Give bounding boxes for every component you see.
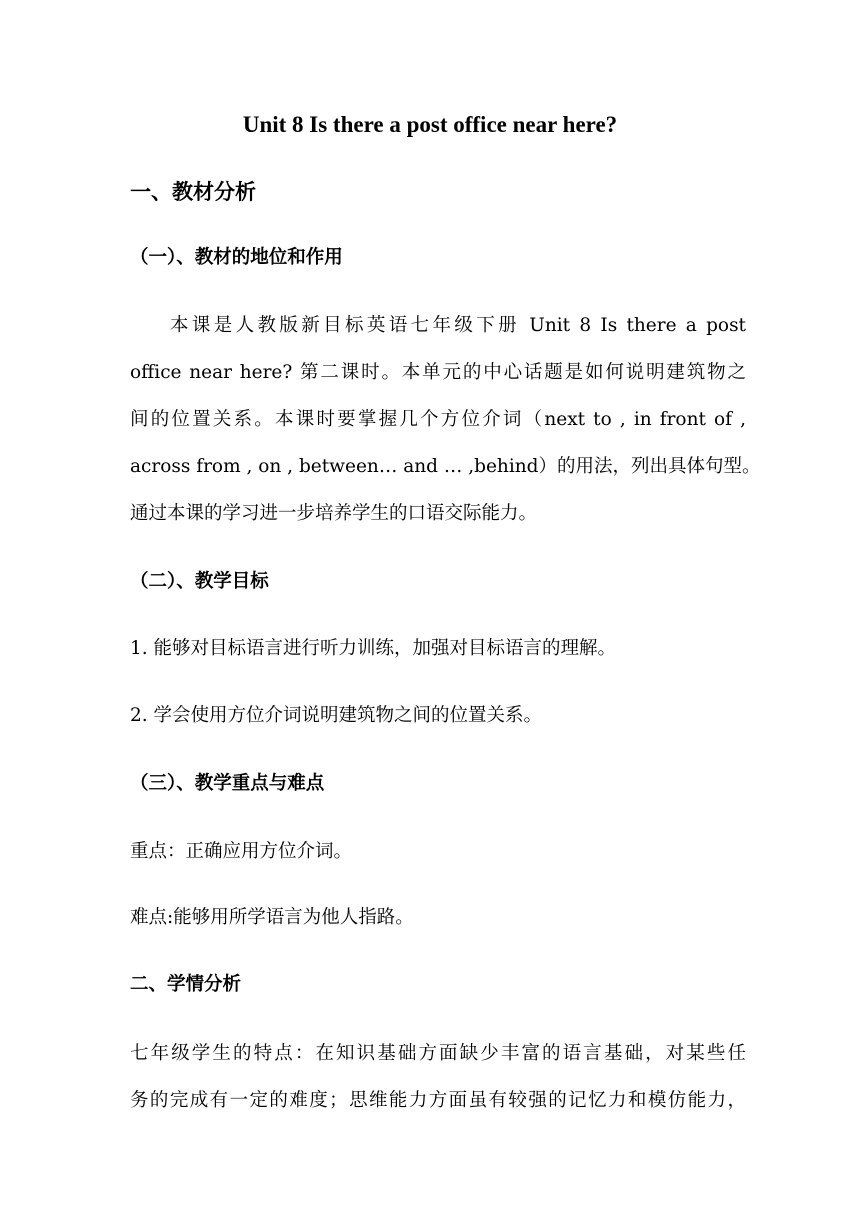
section-heading-learner-analysis: 二、学情分析 [130, 974, 242, 995]
paragraph-line: 本课是人教版新目标英语七年级下册 Unit 8 Is there a post [170, 315, 746, 336]
paragraph-line: 间的位置关系。本课时要掌握几个方位介词（next to , in front of , [130, 409, 746, 430]
document-title: Unit 8 Is there a post office near here? [242, 112, 618, 137]
subsection-heading-teaching-objectives: （二）、教学目标 [130, 571, 269, 592]
paragraph-line: 通过本课的学习进一步培养学生的口语交际能力。 [130, 503, 538, 524]
paragraph-line: across from , on , between… and … ,behind）的用法，列出具体句型。 [130, 456, 761, 477]
difficult-point-text: 难点:能够用所学语言为他人指路。 [130, 907, 414, 928]
paragraph-line: 七年级学生的特点：在知识基础方面缺少丰富的语言基础，对某些任 [130, 1043, 746, 1064]
paragraph-line: 务的完成有一定的难度；思维能力方面虽有较强的记忆力和模仿能力， [130, 1090, 746, 1111]
subsection-heading-key-difficult-points: （三）、教学重点与难点 [130, 773, 325, 794]
section-heading-textbook-analysis: 一、教材分析 [130, 179, 256, 204]
key-point-text: 重点：正确应用方位介词。 [130, 841, 353, 862]
objective-item: 1. 能够对目标语言进行听力训练，加强对目标语言的理解。 [130, 638, 617, 659]
subsection-heading-status-role: （一）、教材的地位和作用 [130, 247, 343, 268]
paragraph-line: office near here? 第二课时。本单元的中心话题是如何说明建筑物之 [130, 362, 746, 383]
objective-item: 2. 学会使用方位介词说明建筑物之间的位置关系。 [130, 705, 543, 726]
